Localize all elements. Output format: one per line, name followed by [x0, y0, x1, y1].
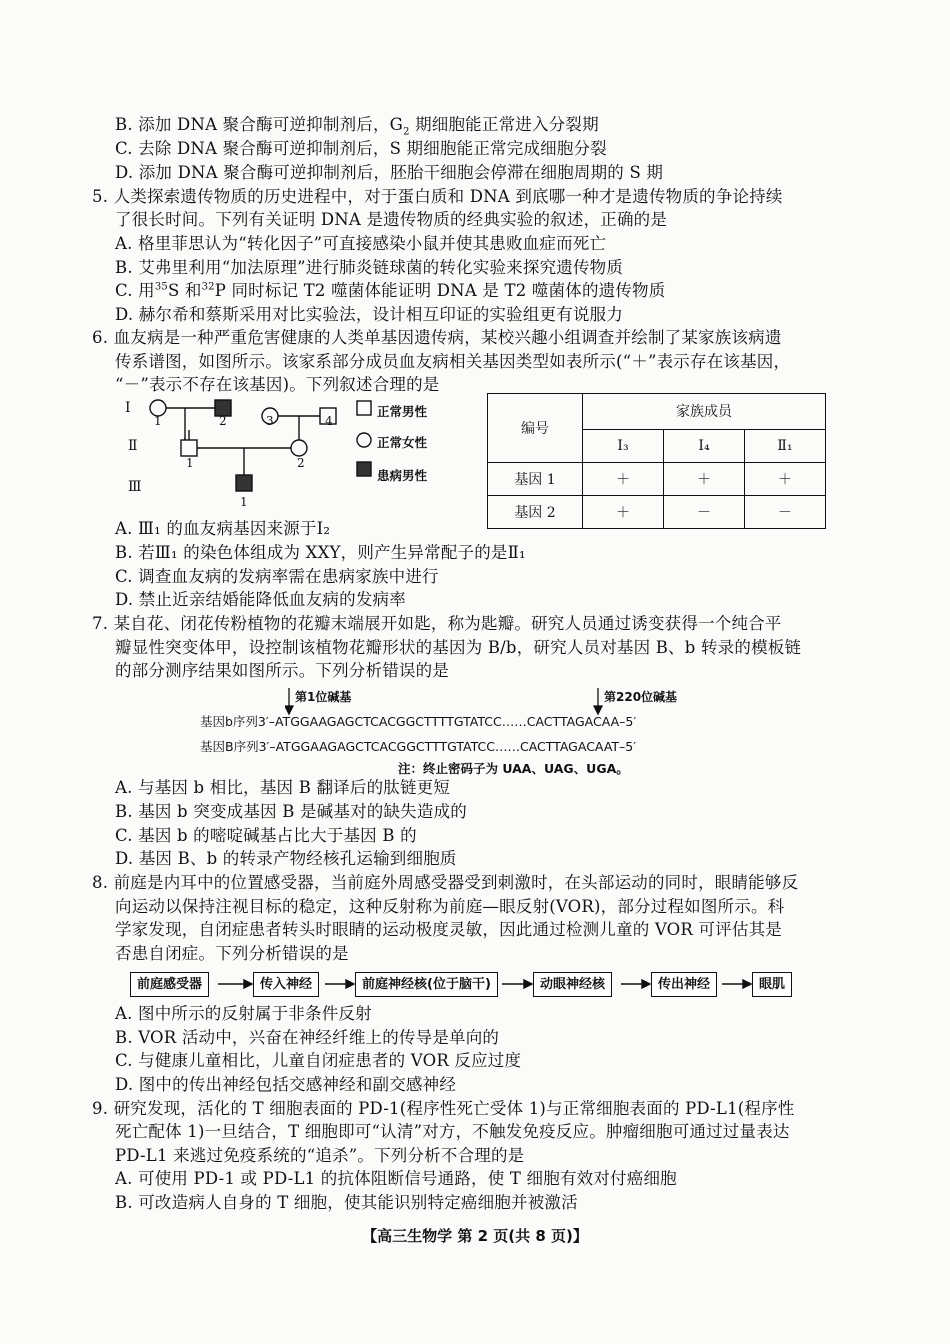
id-I2: 2: [219, 414, 227, 428]
flow-oculomotor-nucleus: 动眼神经核: [533, 972, 612, 997]
gen-label-II: Ⅱ: [128, 438, 138, 454]
flow-arrows: [0, 972, 950, 998]
id-II2: 2: [297, 456, 305, 470]
flow-vestibular-receptor: 前庭感受器: [130, 972, 209, 997]
id-I4: 4: [325, 414, 333, 428]
flow-afferent-nerve: 传入神经: [253, 972, 319, 997]
base-220-label: 第220位碱基: [604, 690, 678, 704]
legend-symbols: [355, 398, 375, 478]
table-member: Ⅰ₄: [664, 429, 745, 463]
cell: ＋: [745, 463, 826, 496]
pedigree-II2-female: [291, 440, 307, 456]
table-member: Ⅰ₃: [583, 429, 664, 463]
cell: －: [745, 496, 826, 529]
q5-option-d: D. 赫尔希和蔡斯采用对比实验法，设计相互印证的实验组更有说服力: [115, 305, 624, 324]
q9-option-a: A. 可使用 PD-1 或 PD-L1 的抗体阻断信号通路，使 T 细胞有效对付癌细胞: [115, 1169, 677, 1188]
stop-codon-note: 注：终止密码子为 UAA、UAG、UGA。: [398, 761, 629, 776]
cell: －: [664, 496, 745, 529]
q5-option-a: A. 格里菲思认为“转化因子”可直接感染小鼠并使其患败血症而死亡: [115, 234, 607, 253]
cell: ＋: [583, 463, 664, 496]
gene-type-table: [487, 393, 826, 529]
page-footer: 【高三生物学 第 2 页(共 8 页)】: [362, 1227, 588, 1245]
q6-option-a: A. Ⅲ₁ 的血友病基因来源于Ⅰ₂: [115, 519, 331, 538]
q4-option-b: B. 添加 DNA 聚合酶可逆抑制剂后，$G_2$ 期细胞能正常进入分裂期: [115, 115, 599, 138]
q9-stem: 9. 研究发现，活化的 T 细胞表面的 PD-1(程序性死亡受体 1)与正常细胞表面的 PD-L1(程序性: [92, 1099, 795, 1118]
id-I3: 3: [266, 414, 274, 428]
q8-option-c: C. 与健康儿童相比，儿童自闭症患者的 VOR 反应过度: [115, 1051, 522, 1070]
first-base-label: 第1位碱基: [295, 690, 352, 704]
table-header-id: 编号: [488, 394, 583, 463]
q9-stem-cont1: 死亡配体 1)一旦结合，T 细胞即可“认清”对方，不触发免疫反应。肿瘤细胞可通过过量表达: [115, 1122, 790, 1141]
table-row: [488, 496, 826, 529]
q9-option-b: B. 可改造病人自身的 T 细胞，使其能识别特定癌细胞并被激活: [115, 1193, 578, 1212]
q7-option-d: D. 基因 B、b 的转录产物经核孔运输到细胞质: [115, 849, 457, 868]
gen-label-III: Ⅲ: [128, 479, 142, 495]
id-II1: 1: [186, 456, 194, 470]
pedigree-II1-male: [181, 440, 197, 456]
gen-label-I: Ⅰ: [125, 400, 131, 416]
q9-stem-cont2: PD-L1 来逃过免疫系统的“追杀”。下列分析不合理的是: [115, 1146, 525, 1165]
flow-eye-muscle: 眼肌: [752, 972, 792, 997]
q4-option-d: D. 添加 DNA 聚合酶可逆抑制剂后，胚胎干细胞会停滞在细胞周期的 S 期: [115, 163, 664, 182]
pedigree-III1-affected-male: [236, 475, 252, 491]
legend-female-label: 正常女性: [377, 435, 428, 450]
q6-stem-cont2: “－”表示不存在该基因)。下列叙述合理的是: [115, 375, 440, 394]
flow-vestibular-nucleus: 前庭神经核(位于脑干): [355, 972, 498, 997]
cell: ＋: [664, 463, 745, 496]
flow-efferent-nerve: 传出神经: [651, 972, 717, 997]
table-header-family: 家族成员: [583, 394, 826, 430]
q7-option-b: B. 基因 b 突变成基因 B 是碱基对的缺失造成的: [115, 802, 467, 821]
q7-option-a: A. 与基因 b 相比，基因 B 翻译后的肽链更短: [115, 778, 451, 797]
q7-stem-cont2: 的部分测序结果如图所示。下列分析错误的是: [115, 661, 449, 680]
q8-option-d: D. 图中的传出神经包括交感神经和副交感神经: [115, 1075, 457, 1094]
legend-affected-label: 患病男性: [377, 468, 428, 483]
q6-option-b: B. 若Ⅲ₁ 的染色体组成为 XXY，则产生异常配子的是Ⅱ₁: [115, 543, 526, 562]
legend-female-icon: [357, 433, 371, 447]
row-label: 基因 1: [488, 463, 583, 496]
row-label: 基因 2: [488, 496, 583, 529]
cell: ＋: [583, 496, 664, 529]
legend-male-icon: [357, 401, 371, 415]
table-row: [488, 463, 826, 496]
q5-option-c: C. 用$^{35}$S 和$^{32}$P 同时标记 T2 噬菌体能证明 DNA 是 T2 噬菌体的遗传物质: [115, 281, 666, 300]
q8-option-b: B. VOR 活动中，兴奋在神经纤维上的传导是单向的: [115, 1028, 500, 1047]
legend-affected-icon: [357, 462, 371, 476]
id-III1: 1: [240, 495, 248, 509]
q7-option-c: C. 基因 b 的嘧啶碱基占比大于基因 B 的: [115, 826, 417, 845]
q8-stem-cont1: 向运动以保持注视目标的稳定，这种反射称为前庭—眼反射(VOR)，部分过程如图所示。科: [115, 897, 785, 916]
q6-stem: 6. 血友病是一种严重危害健康的人类单基因遗传病，某校兴趣小组调查并绘制了某家族该病遗: [92, 328, 782, 347]
q8-stem-cont2: 学家发现，自闭症患者转头时眼睛的运动极度灵敏，因此通过检测儿童的 VOR 可评估其是: [115, 920, 782, 939]
legend-male-label: 正常男性: [377, 404, 428, 419]
gene-B-sequence: 基因B序列3′–ATGGAAGAGCTCACGGCTTTGTATCC……CACTTAGACAAT–5′: [200, 739, 637, 754]
gene-b-sequence: 基因b序列3′–ATGGAAGAGCTCACGGCTTTTGTATCC……CACTTAGACAA–5′: [200, 714, 637, 729]
q5-option-b: B. 艾弗里利用“加法原理”进行肺炎链球菌的转化实验来探究遗传物质: [115, 258, 624, 277]
q4-option-c: C. 去除 DNA 聚合酶可逆抑制剂后，S 期细胞能正常完成细胞分裂: [115, 139, 607, 158]
q5-stem: 5. 人类探索遗传物质的历史进程中，对于蛋白质和 DNA 到底哪一种才是遗传物质的争论持续: [92, 187, 783, 206]
q8-option-a: A. 图中所示的反射属于非条件反射: [115, 1004, 372, 1023]
q6-stem-cont1: 传系谱图，如图所示。该家系部分成员血友病相关基因类型如表所示(“＋”表示存在该基因，: [115, 352, 791, 371]
q7-stem: 7. 某自花、闭花传粉植物的花瓣末端展开如匙，称为匙瓣。研究人员通过诱变获得一个纯合平: [92, 614, 782, 633]
table-member: Ⅱ₁: [745, 429, 826, 463]
q6-option-d: D. 禁止近亲结婚能降低血友病的发病率: [115, 590, 406, 609]
q7-stem-cont1: 瓣显性突变体甲，设控制该植物花瓣形状的基因为 B/b，研究人员对基因 B、b 转录的模板链: [115, 638, 802, 657]
q8-stem-cont3: 否患自闭症。下列分析错误的是: [115, 944, 349, 963]
q6-option-c: C. 调查血友病的发病率需在患病家族中进行: [115, 567, 439, 586]
q8-stem: 8. 前庭是内耳中的位置感受器，当前庭外周感受器受到刺激时，在头部运动的同时，眼睛能够反: [92, 873, 799, 892]
id-I1: 1: [154, 414, 162, 428]
q5-stem-cont: 了很长时间。下列有关证明 DNA 是遗传物质的经典实验的叙述，正确的是: [115, 210, 668, 229]
